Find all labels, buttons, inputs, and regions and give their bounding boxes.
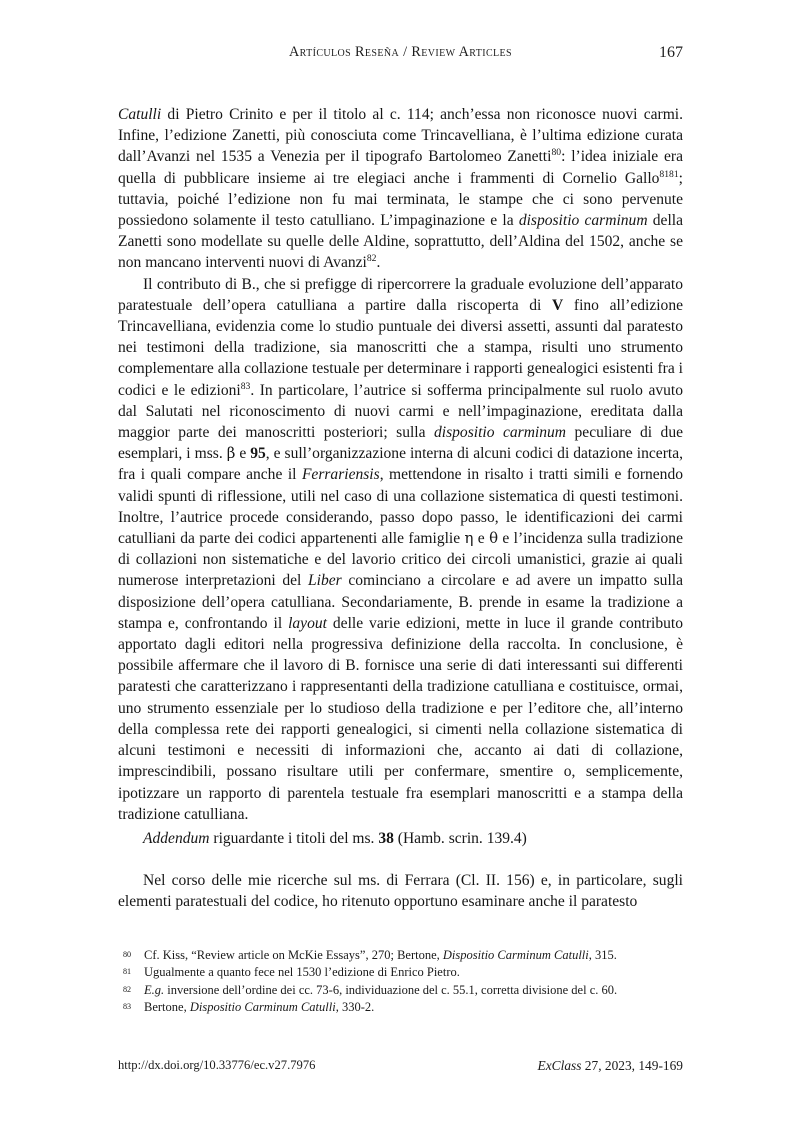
term-liber: Liber	[308, 572, 342, 590]
footnote-text-part-1: Bertone,	[144, 1000, 190, 1015]
footnote-ref-80[interactable]: 80	[551, 147, 562, 159]
footnote-marker: 83	[123, 1002, 132, 1012]
footnote-text-part-3: , 315.	[588, 948, 617, 962]
footnote-text-part-1: Ugualmente a quanto fece nel 1530 l’edizione di Enrico Pietro.	[144, 965, 460, 980]
footnotes-block	[118, 947, 683, 1017]
page-number: 167	[659, 44, 683, 61]
journal-volume-pages: 27, 2023, 149-169	[581, 1058, 683, 1073]
siglum-v: V	[552, 296, 564, 314]
addendum-heading-rest-1: riguardante i titoli del ms.	[209, 830, 379, 847]
para2-seg20: delle varie edizioni, mette in luce il grande contributo apportato dagli editori nella progressiva definizione della raccolta. In conclusione, è possibile affermare che il lavoro di B. fornisce una serie di dati interessanti sui differenti paratesti che caratterizzano i rappresentanti della tradizione catulliana e costituisce, ormai, uno strumento essenziale per lo studioso della tradizione e per l’editore che, all’interno della complessa rete dei rapporti genealogici, si cimenti nella collazione sistematica di alcuni testimoni e necessiti di informazioni che, accanto ai dati di collazione, imprescindibili, possano risultare utili per confermare, smentire o, semplicemente, ipotizzare un rapporto di parentela testuale fra esemplari manoscritti e a stampa della tradizione catulliana.	[118, 614, 683, 823]
footnote-item	[118, 964, 683, 981]
ms-number-38: 38	[378, 830, 394, 847]
para1-seg4: ; tuttavia, poiché l’edizione non fu mai terminata, le stampe che ci sono pervenute possiedono solamente il testo catulliano. L’impaginazione e la	[118, 169, 683, 230]
term-dispositio-carminum-2: dispositio carminum	[434, 424, 567, 442]
doi-link[interactable]: http://dx.doi.org/10.33776/ec.v27.7976	[118, 1058, 316, 1072]
para2-seg10: , e sull’organizzazione interna di alcuni codici di datazione incerta, fra i quali compare anche il	[118, 445, 683, 484]
addendum-heading	[118, 828, 683, 849]
para2-seg14: e	[473, 530, 490, 548]
paragraph-review-summary	[118, 274, 683, 825]
siglum-beta: β	[226, 444, 236, 463]
page-footer	[118, 1058, 683, 1078]
running-head-title: Artículos Reseña / Review Articles	[288, 44, 513, 60]
addendum-heading-rest-2: (Hamb. scrin. 139.4)	[393, 830, 527, 847]
siglum-theta: θ	[489, 529, 499, 548]
journal-name: ExClass	[537, 1058, 582, 1073]
term-dispositio-carminum-1: dispositio carminum	[518, 212, 648, 230]
para1-seg7: .	[376, 254, 381, 272]
para1-seg3: : l’idea iniziale era quella di pubblicare insieme ai tre elegiaci anche i frammenti di Cornelio Gallo	[118, 148, 683, 187]
footnote-ref-8181[interactable]: 8181	[659, 168, 679, 180]
para2-seg18: cominciano a circolare e ad avere un impatto sulla disposizione dell’opera catulliana. Secondariamente, B. prende in esame la tradizione a stampa e, confrontando il	[118, 572, 683, 632]
footnote-text-part-3: inversione dell’ordine dei cc. 73-6, individuazione del c. 55.1, corretta divisione del c. 60.	[164, 982, 618, 997]
para2-seg12: , mettendone in risalto i tratti simili e fornendo validi spunti di riflessione, utili nel caso di una collazione sistematica di questi testimoni. Inoltre, l’autrice procede considerando, passo dopo passo, le identificazioni dei carmi catulliani da parte dei codici appartenenti alle famiglie	[118, 466, 683, 548]
body-text-column	[118, 104, 683, 825]
running-head	[118, 44, 683, 68]
footnote-item	[118, 982, 683, 999]
addendum-label: Addendum	[143, 830, 210, 847]
para1-seg2: di Pietro Crinito e per il titolo al c. 114; anch’essa non riconosce nuovi carmi. Infine, l’edizione Zanetti, più conosciuta come Trincavelliana, è l’ultima edizione curata dall’Avanzi nel 1535 a Venezia per il tipografo Bartolomeo Zanetti	[118, 106, 683, 166]
term-layout: layout	[288, 614, 327, 632]
footnote-title-italic: Dispositio Carminum Catulli	[442, 948, 589, 962]
title-catulli: Catulli	[118, 106, 162, 123]
footnote-item	[118, 999, 683, 1016]
addendum-section	[118, 828, 683, 913]
footnote-ref-82[interactable]: 82	[366, 253, 377, 265]
footnote-item	[118, 947, 683, 964]
footnote-eg-italic: E.g.	[144, 982, 165, 997]
footnote-text-part-1: Cf. Kiss, “Review article on McKie Essays”, 270; Bertone,	[144, 948, 443, 962]
para2-seg3: fino all’edizione Trincavelliana, evidenzia come lo studio puntuale dei diversi assetti, assunti dal paratesto nei testimoni della tradizione, sia manoscritti che a stampa, risulti uno strumento complementare alla collazione testuale per determinare i rapporti genealogici esistenti fra i codici e le edizioni	[118, 296, 683, 399]
journal-citation	[538, 1058, 683, 1074]
footnote-marker: 80	[123, 950, 132, 959]
footnote-ref-83[interactable]: 83	[240, 380, 251, 392]
addendum-paragraph: Nel corso delle mie ricerche sul ms. di Ferrara (Cl. II. 156) e, in particolare, sugli elementi paratestuali del codice, ho ritenuto opportuno esaminare anche il paratesto	[118, 872, 683, 911]
para2-seg1: Il contributo di B., che si prefigge di ripercorrere la graduale evoluzione dell’apparato paratestuale dell’opera catulliana a partire dalla riscoperta di	[118, 275, 683, 314]
para2-seg6: peculiare di due esemplari, i mss.	[118, 424, 683, 463]
para2-seg8: e	[235, 445, 251, 463]
footnote-title-italic: Dispositio Carminum Catulli	[189, 1000, 336, 1015]
para2-seg16: e l’incidenza sulla tradizione di collazioni non sistematiche e del lavorio critico dei circoli umanistici, grazie ai quali numerose interpretazioni del	[118, 530, 683, 590]
paragraph-continuation	[118, 104, 683, 274]
footnote-marker: 82	[123, 984, 132, 994]
term-ferrariensis: Ferrariensis	[301, 466, 380, 484]
siglum-eta: η	[464, 529, 474, 548]
siglum-95: 95	[250, 445, 266, 463]
footnote-text-part-3: , 330-2.	[335, 1000, 375, 1015]
para2-seg4: . In particolare, l’autrice si sofferma principalmente sul ruolo avuto dal Salutati nel riconoscimento di nuovi carmi e nell’impaginazione, ereditata dalla maggior parte dei manoscritti posteriori; sulla	[118, 381, 683, 442]
footnote-marker: 81	[123, 967, 132, 977]
para1-seg6: della Zanetti sono modellate su quelle delle Aldine, soprattutto, dell’Aldina del 1502, anche se non mancano interventi nuovi di Avanzi	[118, 212, 683, 272]
